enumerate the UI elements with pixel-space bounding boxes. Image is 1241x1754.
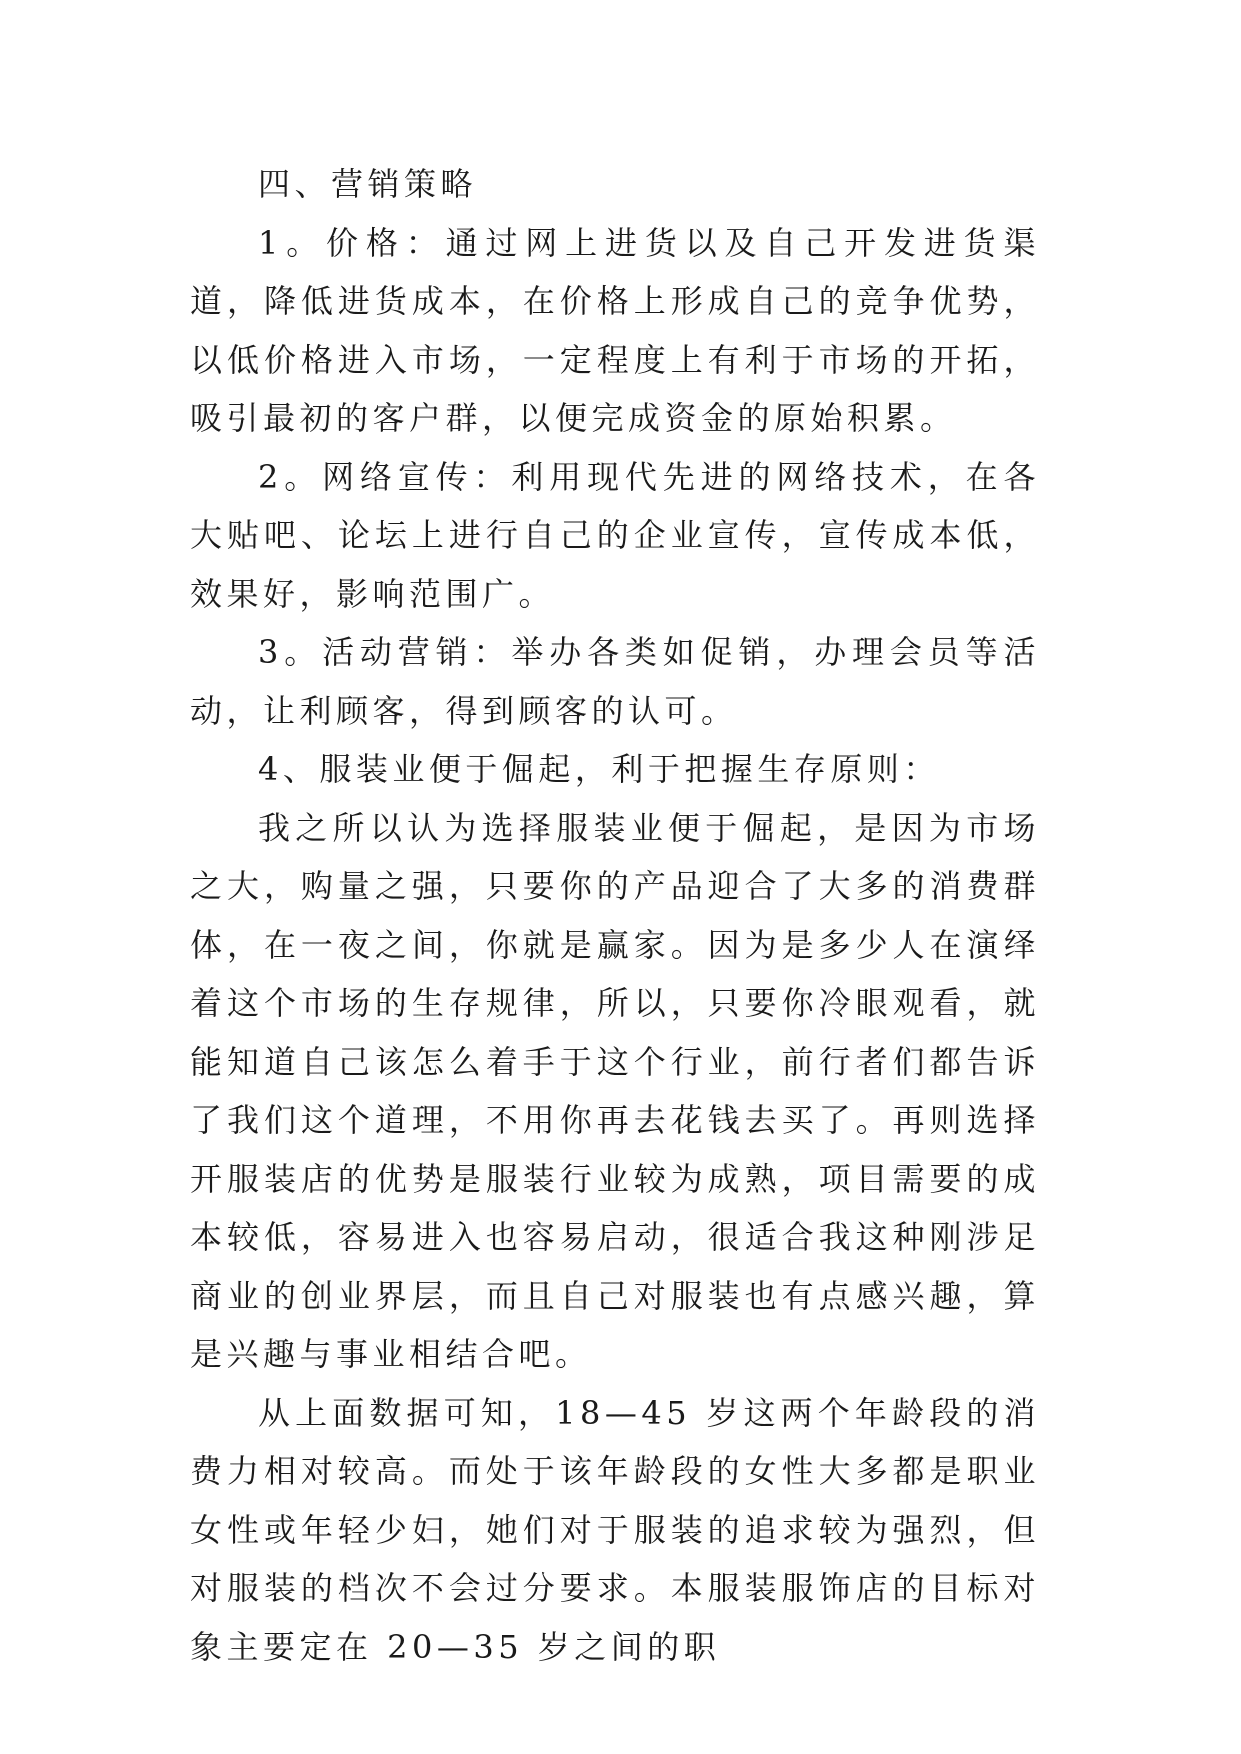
paragraph-target-audience: 从上面数据可知，18—45 岁这两个年龄段的消费力相对较高。而处于该年龄段的女性大多都是职业女性或年轻少妇，她们对于服装的追求较为强烈，但对服装的档次不会过分要求。本服装服饰店的目标对象主要定在 20—35 岁之间的职 [190,1393,1040,1666]
paragraph-price: 1。价格：通过网上进货以及自己开发进货渠道，降低进货成本，在价格上形成自己的竞争优势，以低价格进入市场，一定程度上有利于市场的开拓，吸引最初的客户群，以便完成资金的原始积累。 [190,223,1040,437]
document-body [190,155,1040,1676]
paragraph-event-marketing: 3。活动营销：举办各类如促销，办理会员等活动，让利顾客，得到顾客的认可。 [190,633,1040,730]
paragraph-reasoning: 我之所以认为选择服装业便于倔起，是因为市场之大，购量之强，只要你的产品迎合了大多的消费群体，在一夜之间，你就是赢家。因为是多少人在演绎着这个市场的生存规律，所以，只要你冷眼观看，就能知道自己该怎么着手于这个行业，前行者们都告诉了我们这个道理，不用你再去花钱去买了。再则选择开服装店的优势是服装行业较为成熟，项目需要的成本较低，容易进入也容易启动，很适合我这种刚涉足商业的创业界层，而且自己对服装也有点感兴趣，算是兴趣与事业相结合吧。 [190,808,1040,1373]
paragraph-network-promotion: 2。网络宣传：利用现代先进的网络技术，在各大贴吧、论坛上进行自己的企业宣传，宣传成本低，效果好，影响范围广。 [190,457,1040,613]
section-heading: 四、营销策略 [258,165,478,203]
paragraph-clothing-industry: 4、服装业便于倔起，利于把握生存原则： [258,750,940,788]
